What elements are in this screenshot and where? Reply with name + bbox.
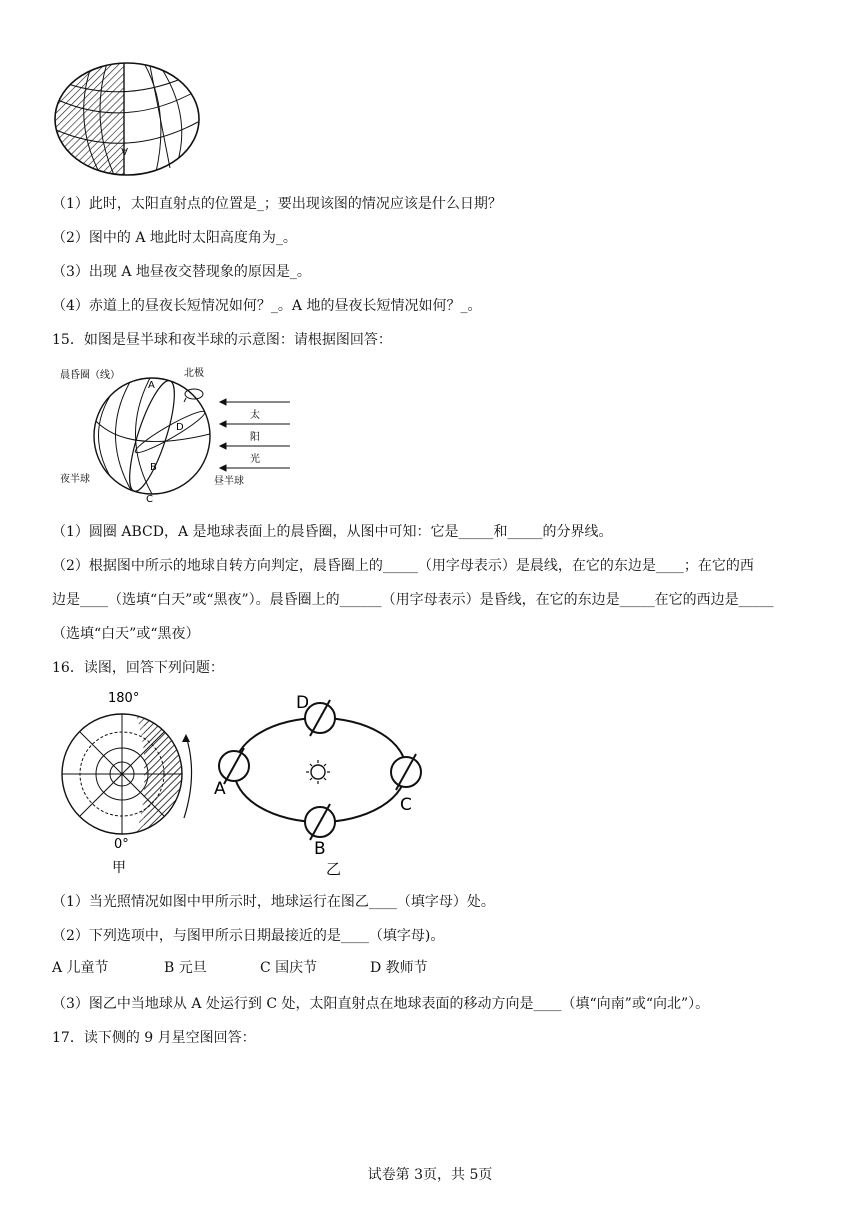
q16-figure-jia: [56, 686, 196, 876]
q15-north-pole-label: 北极: [184, 368, 204, 379]
q15-night-hemisphere-label: 夜半球: [60, 474, 90, 485]
q16-yi-point-a: A: [214, 779, 226, 799]
q15-day-hemisphere-label: 昼半球: [214, 476, 244, 487]
q16-yi-point-c: C: [400, 795, 412, 815]
q16-part1: （1）当光照情况如图中甲所示时，地球运行在图乙____（填字母）处。: [52, 894, 495, 910]
q15-part2-line2: 边是____（选填“白天”或“黑夜”）。晨昏圈上的______（用字母表示）是昏线，在它的东边是_____在它的西边是_____: [52, 592, 774, 608]
q14-part2: （2）图中的 A 地此时太阳高度角为_。: [52, 230, 297, 246]
q16-figure-yi: [210, 688, 430, 878]
q14-part4: （4）赤道上的昼夜长短情况如何？_。A 地的昼夜长短情况如何？_。: [52, 298, 482, 314]
q16-jia-top-label: 180°: [108, 691, 140, 706]
q16-part2: （2）下列选项中，与图甲所示日期最接近的是____（填字母)。: [52, 928, 445, 944]
q15-point-c: C: [146, 494, 153, 504]
q15-point-d: D: [176, 422, 184, 433]
q17-stem: 17．读下侧的 9 月星空图回答：: [52, 1030, 256, 1046]
q16-option-a: A 儿童节: [52, 960, 109, 976]
q15-day-night-figure: [60, 364, 300, 504]
q16-option-c: C 国庆节: [260, 960, 318, 976]
q16-yi-point-d: D: [296, 693, 310, 713]
q16-option-d: D 教师节: [370, 960, 428, 976]
q15-sunlight-char-1: 太: [250, 410, 260, 421]
q15-sunlight-char-2: 阳: [250, 432, 260, 443]
q16-yi-point-b: B: [314, 839, 326, 859]
q16-part3: （3）图乙中当地球从 A 处运行到 C 处，太阳直射点在地球表面的移动方向是____（填“向南”或“向北”）。: [52, 996, 710, 1012]
q15-stem: 15．如图是昼半球和夜半球的示意图：请根据图回答：: [52, 332, 392, 348]
q15-sunlight-char-3: 光: [250, 454, 260, 465]
q14-part1: （1）此时，太阳直射点的位置是_；要出现该图的情况应该是什么日期？: [52, 196, 502, 212]
q15-part2-line3: （选填“白天”或“黑夜）: [52, 626, 200, 642]
page-footer: 试卷第 3页，共 5页: [367, 1167, 493, 1183]
q15-part2-line1: （2）根据图中所示的地球自转方向判定，晨昏圈上的_____（用字母表示）是晨线，在它的东边是____；在它的西: [52, 558, 754, 574]
q15-point-a: A: [148, 380, 155, 391]
q15-terminator-label: 晨昏圈（线）: [60, 370, 120, 381]
q16-option-b: B 元旦: [164, 960, 207, 976]
q14-part3: （3）出现 A 地昼夜交替现象的原因是_。: [52, 264, 311, 280]
q15-point-b: B: [150, 462, 157, 473]
q14-globe-figure: [52, 60, 202, 178]
q16-jia-caption: 甲: [112, 860, 126, 876]
q16-jia-bottom-label: 0°: [114, 837, 129, 852]
q16-yi-caption: 乙: [326, 860, 342, 878]
q14-point-a-label: A: [121, 145, 128, 156]
q15-part1: （1）圆圈 ABCD，A 是地球表面上的晨昏圈，从图中可知：它是_____和_____的分界线。: [52, 524, 613, 540]
q16-stem: 16．读图，回答下列问题：: [52, 660, 224, 676]
